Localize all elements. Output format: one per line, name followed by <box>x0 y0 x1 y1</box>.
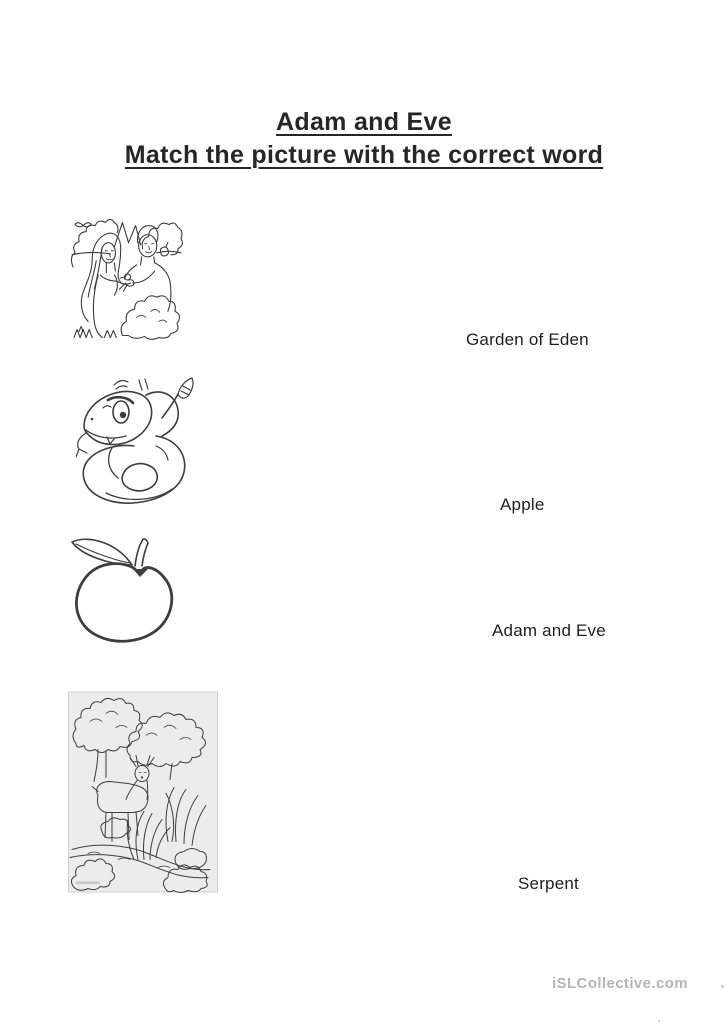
garden-of-eden-picture <box>68 691 218 893</box>
worksheet-instructions: Match the picture with the correct word <box>124 141 604 169</box>
word-apple: Apple <box>500 495 545 514</box>
word-adam-and-eve: Adam and Eve <box>492 621 606 640</box>
scan-speck <box>658 1020 660 1022</box>
apple-picture <box>62 532 185 648</box>
apple-illustration <box>62 532 185 648</box>
word-garden-of-eden: Garden of Eden <box>466 330 589 349</box>
adam-and-eve-picture <box>70 212 184 344</box>
worksheet-header <box>0 106 728 172</box>
worksheet-title: Adam and Eve <box>276 108 452 136</box>
islcollective-watermark: iSLCollective.com <box>551 975 688 992</box>
serpent-picture <box>76 374 196 510</box>
serpent-illustration <box>76 374 196 510</box>
embedded-source-watermark <box>76 882 100 885</box>
word-serpent: Serpent <box>518 874 579 893</box>
adam-and-eve-illustration <box>70 212 184 344</box>
garden-of-eden-illustration <box>68 691 218 893</box>
scan-speck <box>721 985 724 988</box>
